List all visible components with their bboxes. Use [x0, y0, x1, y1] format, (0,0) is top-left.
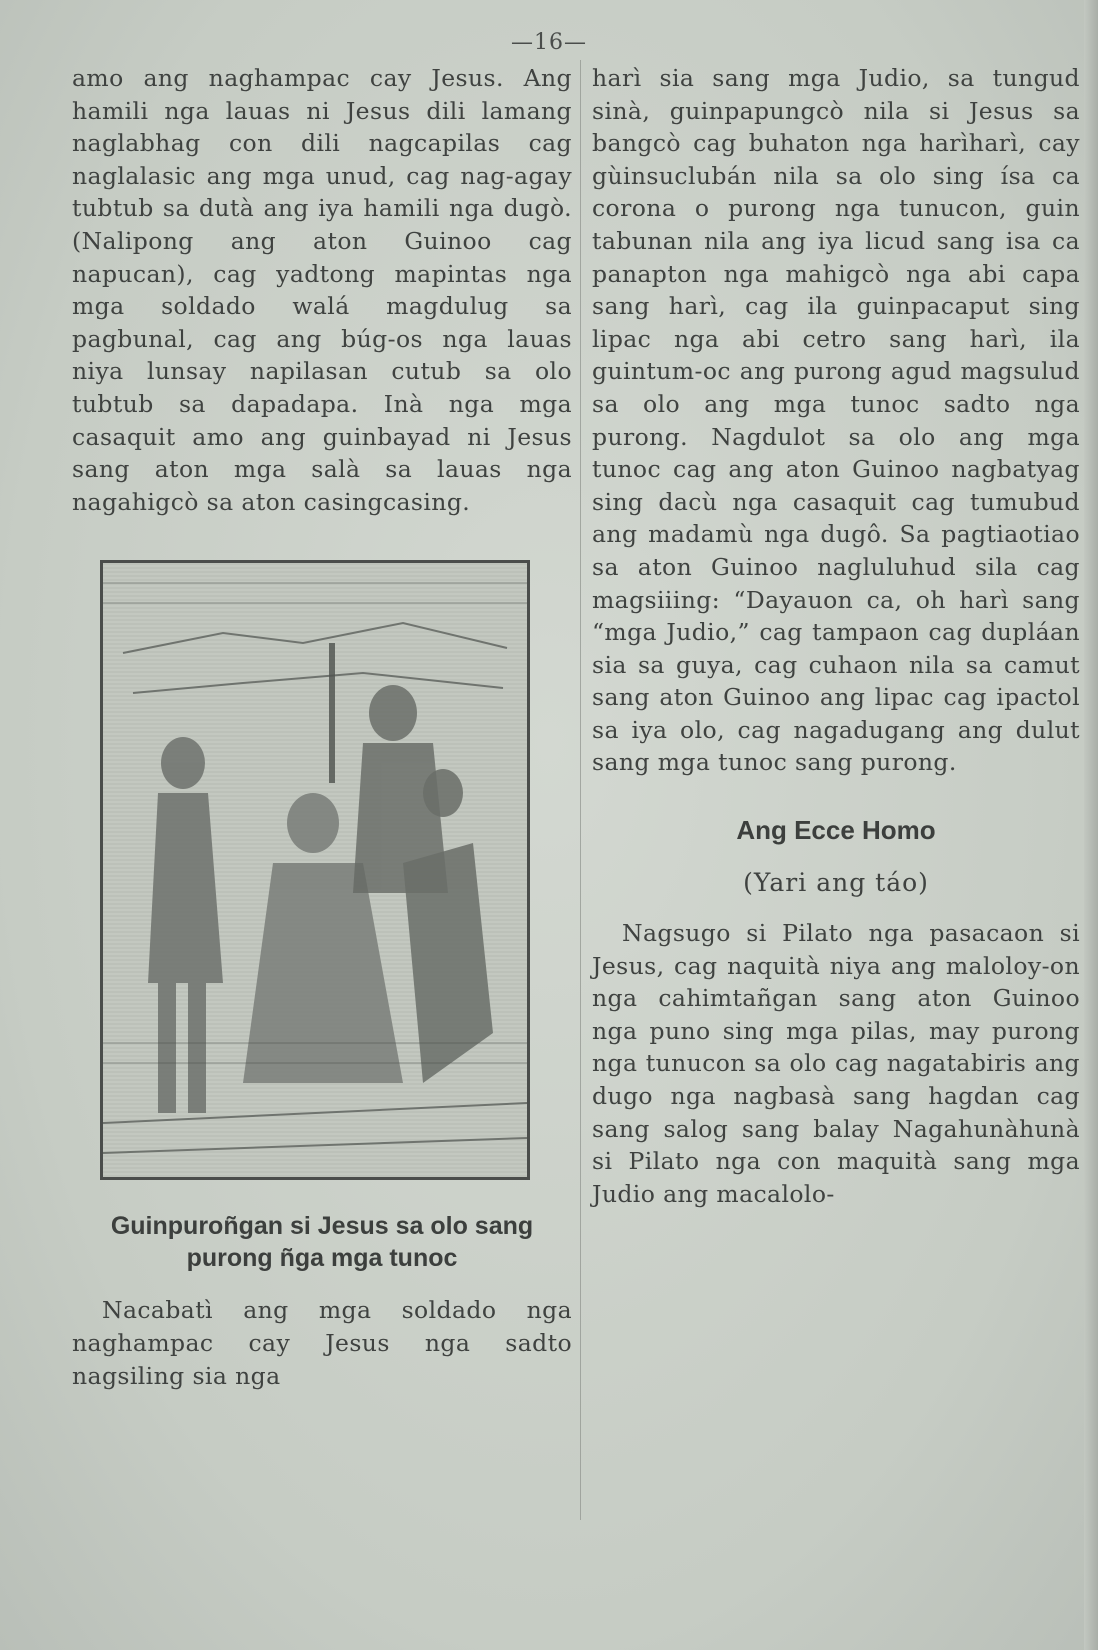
right-column [592, 62, 1080, 1210]
page-edge [1084, 0, 1098, 1650]
left-paragraph-2: Nacabatì ang mga soldado nga naghampac cay Jesus nga sadto nagsiling sia nga [72, 1296, 572, 1390]
crowning-with-thorns-engraving [103, 563, 527, 1177]
illustration-caption: Guinpuroñgan si Jesus sa olo sang purong ñga mga tunoc [110, 1212, 534, 1273]
right-paragraph-2: Nagsugo si Pilato nga pasacaon si Jesus, cag naquità niya ang maloloy-on nga cahimtañgan sang aton Guinoo nga puno sing mga pilas, may purong nga tunucon sa olo cag nagatabiris ang dugo nga nagbasà sang hagdan cag sang salog sang balay Nagahunàhunà si Pilato nga con maquità sang mga Judio ang macalolo- [592, 919, 1080, 1208]
section-heading: Ang Ecce Homo [736, 815, 936, 846]
section-subheading: (Yari ang táo) [743, 868, 929, 898]
column-divider [580, 60, 581, 1520]
page-number: —16— [511, 30, 587, 55]
engraving-illustration [100, 560, 530, 1180]
left-column [72, 62, 572, 1392]
right-paragraph-1: harì sia sang mga Judio, sa tungud sinà, guinpapungcò nila si Jesus sa bangcò cag buhaton nga harìharì, cay gùinsuclubán nila sa olo sing ísa ca corona o purong nga tunucon, guin tabunan nila ang iya licud sang isa ca panapton nga mahigcò nga abi capa sang harì, cag ila guinpacaput sing lipac nga abi cetro sang harì, ila guintum-oc ang purong agud magsulud sa olo ang mga tunoc sadto nga purong. Nagdulot sa olo ang mga tunoc cag ang aton Guinoo nagbatyag sing dacù nga casaquit cag tumubud ang madamù nga dugô. Sa pagtiaotiao sa aton Guinoo nagluluhud sila cag magsiiing: “Dayauon ca, oh harì sang “mga Judio,” cag tampaon cag dupláan sia sa guya, cag cuhaon nila sa camut sang aton Guinoo ang lipac cag ipactol sa iya olo, cag nagadugang ang dulut sang mga tunoc sang purong. [592, 64, 1080, 777]
left-paragraph-1: amo ang naghampac cay Jesus. Ang hamili nga lauas ni Jesus dili lamang naglabhag con dili nagcapilas cag naglalasic ang mga unud, cag nag-agay tubtub sa dutà ang iya hamili nga dugò. (Nalipong ang aton Guinoo cag napucan), cag yadtong mapintas nga mga soldado walá magdulug sa pagbunal, cag ang búg-os nga lauas niya lunsay napilasan cutub sa olo tubtub sa dapadapa. Inà nga mga casaquit amo ang guinbayad ni Jesus sang aton mga salà sa lauas nga nagahigcò sa aton casingcasing. [72, 64, 572, 516]
